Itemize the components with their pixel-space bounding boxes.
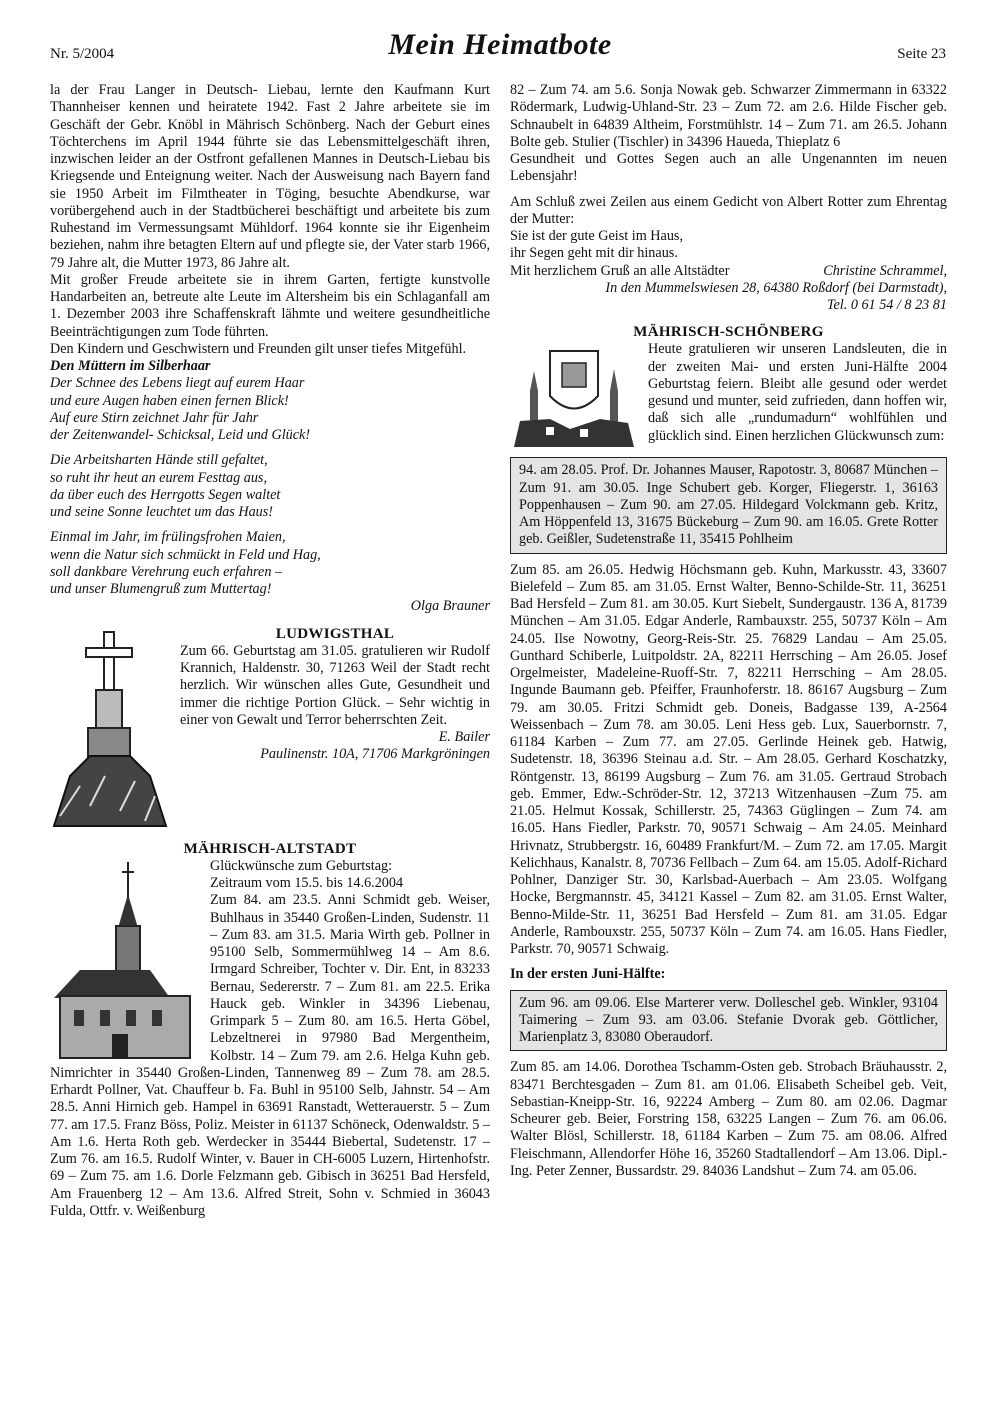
poem-line: und unser Blumengruß zum Muttertag! <box>50 581 272 597</box>
ludwigsthal-text: Zum 66. Geburtstag am 31.05. gratulieren wir Rudolf Krannich, Haldenstr. 30, 71263 Weil der Stadt recht herzlich. Wir wünschen alles Gute, Gesundheit und immer die richtige Portion Glück. – Sehr wichtig in einer von Gewalt und Terror beherrschten Zeit. <box>180 642 490 728</box>
schoenberg-intro-block <box>510 341 947 451</box>
masthead-title: Mein Heimatbote <box>388 28 612 61</box>
town-coat-of-arms-illustration <box>510 341 638 451</box>
ludwigsthal-title: LUDWIGSTHAL <box>275 625 395 642</box>
schoenberg-intro: Heute gratulieren wir unseren Landsleuten, die in der zweiten Mai- und ersten Juni-Hälfte 2004 Geburtstag feiern. Bleibt alle gesund oder werdet gesund und munter, seid zufrieden, dann hoffen wir, daß sich alle „rundumadurn“ wohlfühlen und glücklich sind. Einen herzlichen Glückwunsch zum: <box>648 341 947 444</box>
june-heading: In der ersten Juni-Hälfte: <box>510 966 666 983</box>
ludwigsthal-section <box>50 626 490 831</box>
issue-number: Nr. 5/2004 <box>50 46 115 62</box>
page-number: Seite 23 <box>897 46 946 62</box>
closing-intro: Am Schluß zwei Zeilen aus einem Gedicht von Albert Rotter zum Ehrentag der Mutter: <box>510 193 947 227</box>
highlight-box-june: Zum 96. am 09.06. Else Marterer verw. Dolleschel geb. Winkler, 93104 Taimering – Zum 93. am 03.06. Stefanie Dvorak geb. Göttlicher, Marienplatz 3, 83080 Oberaudorf. <box>510 990 947 1052</box>
left-column <box>50 82 490 1220</box>
altstadt-section <box>50 841 490 1221</box>
altstadt-intro-2: Zeitraum vom 15.5. bis 14.6.2004 <box>210 875 404 891</box>
closing-signature-phone: Tel. 0 61 54 / 8 23 81 <box>826 296 947 313</box>
obituary-text-3: Den Kindern und Geschwistern und Freunden gilt unser tiefes Mitgefühl. <box>50 340 467 357</box>
poem-line: Der Schnee des Lebens liegt auf eurem Haar <box>50 375 305 392</box>
poem-title: Den Müttern im Silberhaar <box>50 358 211 374</box>
closing-verse-2: ihr Segen geht mit dir hinaus. <box>510 245 678 262</box>
poem-author: Olga Brauner <box>410 598 490 615</box>
poem-line: wenn die Natur sich schmückt in Feld und Hag, <box>50 546 321 563</box>
altstadt-title: MÄHRISCH-ALTSTADT <box>183 840 357 857</box>
obituary-text: la der Frau Langer in Deutsch- Liebau, lernte den Kaufmann Kurt Thannheiser kennen und heiratete 1942. Fast 2 Jahre arbeitete sie im Geschäft der Gebr. Knöbl in Mährisch Schönberg. Nach der Geburt eines Töchterchens im April 1944 führte sie das Lebensmittelgeschäft ihren, inzwischen leider an der Ostfront gefallenen Mannes in Deutsch-Liebau bis Kriegsende und Enteignung weiter. Nach der Ausweisung nach Bayern fand sie 1950 Arbeit im Filmtheater in Töging, besuchte Abendkurse, war vorübergehend auch in der Stadtbücherei beschäftigt und arbeitete bis zum Ruhestand im Vermessungsamt Mühldorf. 1964 konnte sie ihr Eigenheim beziehen, nahm ihre betagten Eltern auf und pflegte sie, der Vater starb 1966, 79 Jahre alt, die Mutter 1973, 86 Jahre alt. <box>50 82 490 271</box>
ludwigsthal-address: Paulinenstr. 10A, 71706 Markgröningen <box>260 746 490 763</box>
poem-stanza-1 <box>50 375 490 444</box>
closing-greeting-row <box>510 263 947 280</box>
poem-line: und eure Augen haben einen fernen Blick! <box>50 392 289 409</box>
poem-line: der Zeitenwandel- Schicksal, Leid und Glück! <box>50 427 311 443</box>
obituary-text-2: Mit großer Freude arbeitete sie in ihrem Garten, fertigte kunstvolle Handarbeiten an, betreute alte Leute im Altersheim bis ein Schlaganfall am 1. Dezember 2003 ihre Schaffenskraft lähmte und weitere gesundheitliche Beeinträchtigungen zum Tode führten. <box>50 271 490 340</box>
poem-line: Einmal im Jahr, im frülingsfrohen Maien, <box>50 529 286 546</box>
schoenberg-title: MÄHRISCH-SCHÖNBERG <box>633 324 824 340</box>
poem-stanza-3 <box>50 529 490 598</box>
poem-stanza-2 <box>50 452 490 521</box>
closing-signature-name: Christine Schrammel, <box>823 262 947 279</box>
highlight-box-may: 94. am 28.05. Prof. Dr. Johannes Mauser, Rapotostr. 3, 80687 München – Zum 91. am 30.05. Inge Schubert geb. Korger, Fliegerstr. 1, 36163 Poppenhausen – Zum 90. am 27.05. Hildegard Volckmann geb. Kritz, Am Höppenfeld 13, 31675 Bückeburg – Zum 90. am 16.05. Grete Rotter geb. Geißler, Sudetenstraße 11, 35415 Pohlheim <box>510 457 947 553</box>
poem-line: Die Arbeitsharten Hände still gefaltet, <box>50 452 268 469</box>
closing-signature-address: In den Mummelswiesen 28, 64380 Roßdorf (bei Darmstadt), <box>605 279 947 296</box>
poem-line: Auf eure Stirn zeichnet Jahr für Jahr <box>50 409 259 426</box>
poem-line: so ruht ihr heut an eurem Festtag aus, <box>50 469 268 486</box>
poem-line: und seine Sonne leuchtet um das Haus! <box>50 504 274 520</box>
altstadt-birthday-list: Zum 84. am 23.5. Anni Schmidt geb. Weiser, Buhlhaus in 35440 Großen-Linden, Sudenstr. 11 – Zum 83. am 31.5. Maria Wirth geb. Pollner in 95100 Selb, Sommermühlweg 14 – Am 8.6. Irmgard Schreiber, Tochter v. Dir. Ent, in 83233 Bernau, Sedererstr. 7 – Zum 81. am 22.5. Erika Hauck geb. Winkler in 34396 Liebenau, Grimpark 5 – Zum 80. am 16.5. Herta Göbel, Lebzeltnerei in 97980 Bad Mergentheim, Kolbstr. 14 – Zum 79. am 2.6. Helga Kuhn geb. Nimrichter in 35440 Großen-Linden, Tannenweg 89 – Zum 78. am 28.5. Erhardt Pollner, Vat. Chauffeur b. Fa. Buhl in 95100 Selb, Jahnstr. 54 – Am 28.5. Anni Hirnich geb. Hampel in 63691 Ranstadt, Wetterauerstr. 5 – Zum 77. am 17.5. Franz Böss, Poliz. Meister in 61137 Schöneck, Odenwaldstr. 5 – Am 1.6. Herta Roth geb. Werdecker in 35444 Biebertal, Sudetenstr. 17 – Zum 76. am 16.5. Rudolf Winter, v. Bauer in CH-6005 Luzern, Hirtenhofstr. 69 – Zum 75. am 1.6. Dorle Felzmann geb. Gibisch in 36251 Bad Hersfeld, Am Frauenberg 12 – Am 13.6. Alfred Streit, Sohn v. Schmied in 36043 Fulda, Ottfr. v. Weißenburg <box>50 892 490 1219</box>
church-illustration <box>50 858 200 1063</box>
altstadt-continued-text: 82 – Zum 74. am 5.6. Sonja Nowak geb. Schwarzer Zimmermann in 63322 Rödermark, Ludwig-Uhland-Str. 23 – Zum 72. am 2.6. Hilde Fischer geb. Schnaubelt in 64839 Altheim, Forstmühlstr. 14 – Zum 71. am 26.5. Johann Bolte geb. Stulier (Tischler) in 34396 Haueda, Thieplatz 6 <box>510 82 947 150</box>
poem-line: soll dankbare Verehrung euch erfahren – <box>50 563 283 580</box>
poem-line: da über euch des Herrgotts Segen waltet <box>50 486 281 503</box>
right-column <box>510 82 947 1180</box>
closing-greeting: Mit herzlichem Gruß an alle Altstädter <box>510 262 730 279</box>
june-birthday-list: Zum 85. am 14.06. Dorothea Tschamm-Osten geb. Strobach Bräuhausstr. 2, 83471 Berchtesgaden – Zum 81. am 01.06. Elisabeth Scheibel geb. Veit, Sebastian-Kneipp-Str. 16, 92224 Amberg – Zum 80. am 02.06. Dagmar Scheurer geb. Beier, Forstring 158, 63225 Langen – Zum 76. am 06.06. Walter Blösl, Schillerstr. 18, 61184 Karben – Zum 75. am 08.06. Alfred Fleischmann, Allendorfer Höhe 16, 35260 Stadtallendorf – Am 13.06. Dipl.-Ing. Peter Zenner, Bussardstr. 29. 84036 Landshut – Zum 74. am 05.06. <box>510 1059 947 1179</box>
closing-verse-1: Sie ist der gute Geist im Haus, <box>510 228 683 244</box>
memorial-cross-illustration <box>50 626 170 831</box>
may-birthday-list: Zum 85. am 26.05. Hedwig Höchsmann geb. Kuhn, Markusstr. 43, 33607 Bielefeld – Zum 85. am 31.05. Ernst Walter, Benno-Schilde-Str. 11, 36251 Bad Hersfeld – Zum 81. am 30.05. Kurt Siebelt, Sundergaustr. 136 A, 81739 München – Am 31.05. Edgar Anderle, Rambauxstr. 255, 50737 Köln – Am 24.05. Ilse Nowotny, Georg-Reis-Str. 25. 76829 Landau – Am 25.05. Gunthard Schiberle, Luitpoldstr. 2A, 82211 Herrsching – Am 26.05. Josef Orgelmeister, Madeleine-Ruoff-Str. 7, 82211 Herrsching – Am 28.05. Ingunde Baumann geb. Pfeiffer, Fraunhoferstr. 18. 86167 Augsburg – Zum 79. am 30.05. Fritzi Schmidt geb. Doneis, Badgasse 139, A-2564 Weissenbach – Zum 78. am 30.05. Leni Hess geb. Lux, Sauerbornstr. 7, 61184 Karben – Zum 77. am 27.05. Gerlinde Heinek geb. Hatwig, Sudetenstr. 18, 36396 Steinau a.d. Str. – Am 28.05. Gerhard Koschatzky, Röntgenstr. 13, 86199 Augsburg – Zum 76. am 31.05. Gertraud Strobach geb. Emmer, Edw.-Schröder-Str. 12, 37213 Witzenhausen –Zum 75. am 21.05. Helmut Kossak, Schillerstr. 25, 74363 Güglingen – Zum 74. am 16.05. Hans Fiedler, Parkstr. 70, 90571 Schwaig – Am 24.05. Meinhard Hrivnatz, Strubbergstr. 16, 60489 Frankfurt/M. – Zum 72. am 17.05. Margit Kelichhaus, Kanalstr. 8, 70736 Fellbach – Zum 64. am 15.05. Adolf-Richard Pohlner, Danziger Str. 30, Karlsbad-Auerbach – Am 23.05. Wolfgang Hocke, Bergmannstr. 45, 34121 Kassel – Zum 82. am 31.05. Ernst Walter, Benno-Milde-Str. 11, 36251 Bad Hersfeld – Zum 81. am 31.05. Edgar Anderle, Rambouxstr. 255, 50737 Köln – Zum 74. am 16.05. Hans Fiedler, Parkstr. 70, 90571 Schwaig. <box>510 561 947 957</box>
ludwigsthal-signature: E. Bailer <box>438 729 490 745</box>
altstadt-intro-1: Glückwünsche zum Geburtstag: <box>210 857 393 874</box>
blessing-text: Gesundheit und Gottes Segen auch an alle Ungenannten im neuen Lebensjahr! <box>510 151 947 185</box>
